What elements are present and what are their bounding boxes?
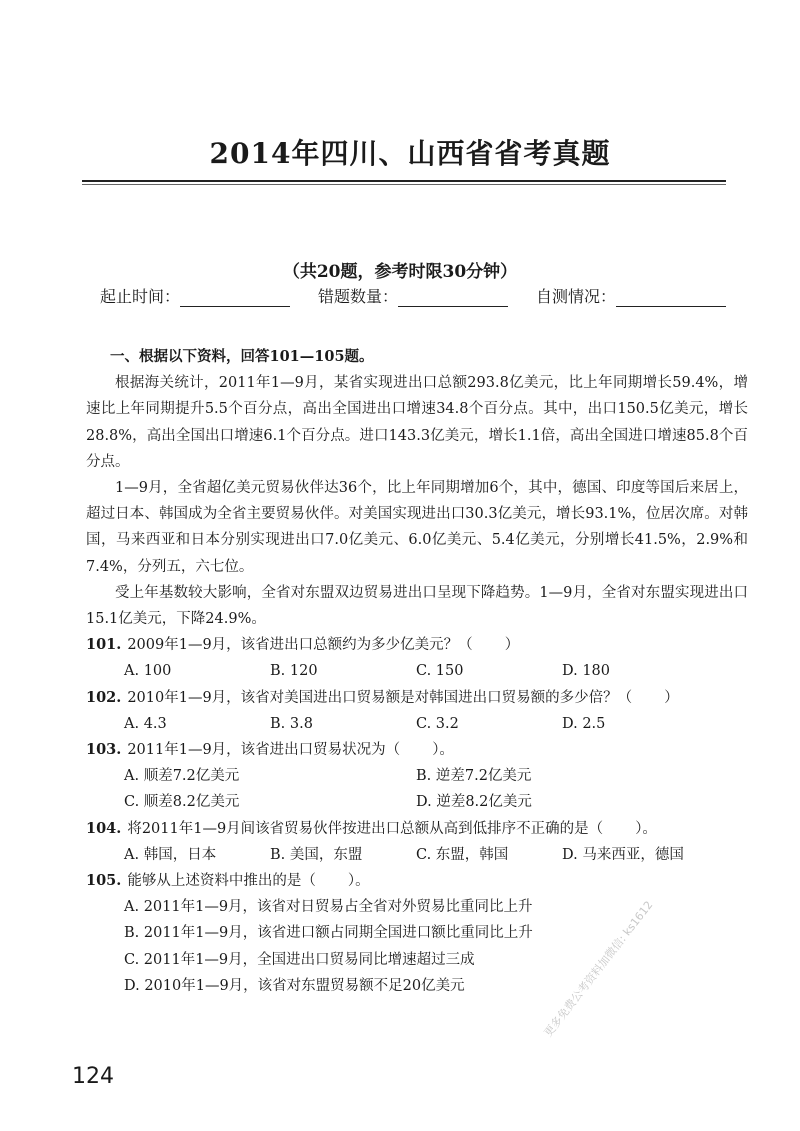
question-stem: 能够从上述资料中推出的是（ xyxy=(127,873,316,890)
option-a[interactable]: A. 顺差7.2亿美元 xyxy=(124,768,240,785)
page-title: 2014年四川、山西省省考真题 xyxy=(209,137,611,170)
material-paragraph: 根据海关统计，2011年1—9月，某省实现进出口总额293.8亿美元，比上年同期增长59.4%，增速比上年同期提升5.5个百分点，高出全国进出口增速34.8个百分点。其中，出口150.5亿美元，增长28.8%，高出全国出口增速6.1个百分点。进口143.3亿美元，增长1.1倍，高出全国进口增速85.8个百分点。 xyxy=(86,375,748,470)
exam-subtitle: （共20题，参考时限30分钟） xyxy=(282,262,518,282)
question-stem: 2009年1—9月，该省进出口总额约为多少亿美元？（ xyxy=(127,637,473,654)
question-104 xyxy=(86,816,748,842)
option-a[interactable]: A. 韩国，日本 xyxy=(124,846,217,863)
option-a[interactable]: A. 100 xyxy=(124,663,172,680)
option-d[interactable]: D. 2010年1—9月，该省对东盟贸易额不足20亿美元 xyxy=(124,977,465,994)
self-assessment-blank xyxy=(616,290,726,307)
options-102 xyxy=(86,711,748,737)
options-104 xyxy=(86,842,748,868)
start-time-blank xyxy=(180,290,290,307)
question-close: ） xyxy=(664,689,679,706)
option-d[interactable]: D. 2.5 xyxy=(562,715,606,732)
option-c[interactable]: C. 150 xyxy=(416,663,464,680)
question-stem: 2011年1—9月，该省进出口贸易状况为（ xyxy=(127,742,401,759)
question-105 xyxy=(86,868,748,894)
question-close: ）。 xyxy=(635,820,657,837)
option-c[interactable]: C. 2011年1—9月，全国进出口贸易同比增速超过三成 xyxy=(124,951,475,968)
error-count-blank xyxy=(398,290,508,307)
option-b[interactable]: B. 逆差7.2亿美元 xyxy=(416,768,532,785)
self-assessment-field xyxy=(536,284,726,307)
material-paragraph: 1—9月，全省超亿美元贸易伙伴达36个，比上年同期增加6个，其中，德国、印度等国后来居上，超过日本、韩国成为全省主要贸易伙伴。对美国实现进出口30.3亿美元，增长93.1%，位居次席。对韩国，马来西亚和日本分别实现进出口7.0亿美元、6.0亿美元、5.4亿美元，分别增长41.5%，2.9%和7.4%，分列五，六七位。 xyxy=(86,480,748,575)
watermark: 更多免费公考资料加微信: ks1612 xyxy=(541,898,656,1040)
page-number: 124 xyxy=(72,1064,114,1089)
option-c[interactable]: C. 3.2 xyxy=(416,715,459,732)
option-b[interactable]: B. 美国，东盟 xyxy=(270,846,363,863)
section-heading: 一、根据以下资料，回答101—105题。 xyxy=(110,348,374,365)
question-number: 103. xyxy=(86,741,122,759)
start-time-label: 起止时间： xyxy=(100,287,181,306)
title-rule-thin xyxy=(82,184,726,185)
title-rule xyxy=(82,180,726,182)
option-d[interactable]: D. 逆差8.2亿美元 xyxy=(416,794,532,811)
question-103 xyxy=(86,737,748,763)
question-stem: 将2011年1—9月间该省贸易伙伴按进出口总额从高到低排序不正确的是（ xyxy=(127,820,604,837)
error-count-label: 错题数量： xyxy=(318,287,399,306)
question-101 xyxy=(86,632,748,658)
question-number: 104. xyxy=(86,819,122,837)
material-paragraph: 受上年基数较大影响，全省对东盟双边贸易进出口呈现下降趋势。1—9月，全省对东盟实现进出口15.1亿美元，下降24.9%。 xyxy=(86,584,748,628)
question-number: 101. xyxy=(86,636,122,654)
option-d[interactable]: D. 马来西亚，德国 xyxy=(562,846,684,863)
option-a[interactable]: A. 2011年1—9月，该省对日贸易占全省对外贸易比重同比上升 xyxy=(124,899,533,916)
question-close: ）。 xyxy=(347,873,370,890)
options-101 xyxy=(86,658,748,684)
question-number: 102. xyxy=(86,688,122,706)
question-stem: 2010年1—9月，该省对美国进出口贸易额是对韩国进出口贸易额的多少倍？（ xyxy=(127,689,633,706)
question-number: 105. xyxy=(86,872,122,890)
option-b[interactable]: B. 3.8 xyxy=(270,715,313,732)
question-close: ）。 xyxy=(432,742,454,759)
option-d[interactable]: D. 180 xyxy=(562,663,611,680)
self-assessment-label: 自测情况： xyxy=(536,287,617,306)
question-102 xyxy=(86,685,748,711)
error-count-field xyxy=(318,284,508,307)
option-a[interactable]: A. 4.3 xyxy=(124,715,167,732)
option-c[interactable]: C. 东盟，韩国 xyxy=(416,846,509,863)
options-103 xyxy=(86,763,748,815)
option-b[interactable]: B. 2011年1—9月，该省进口额占同期全国进口额比重同比上升 xyxy=(124,925,533,942)
self-record-row xyxy=(100,284,740,308)
option-c[interactable]: C. 顺差8.2亿美元 xyxy=(124,794,240,811)
option-b[interactable]: B. 120 xyxy=(270,663,318,680)
question-close: ） xyxy=(504,637,520,654)
start-time-field xyxy=(100,284,290,307)
